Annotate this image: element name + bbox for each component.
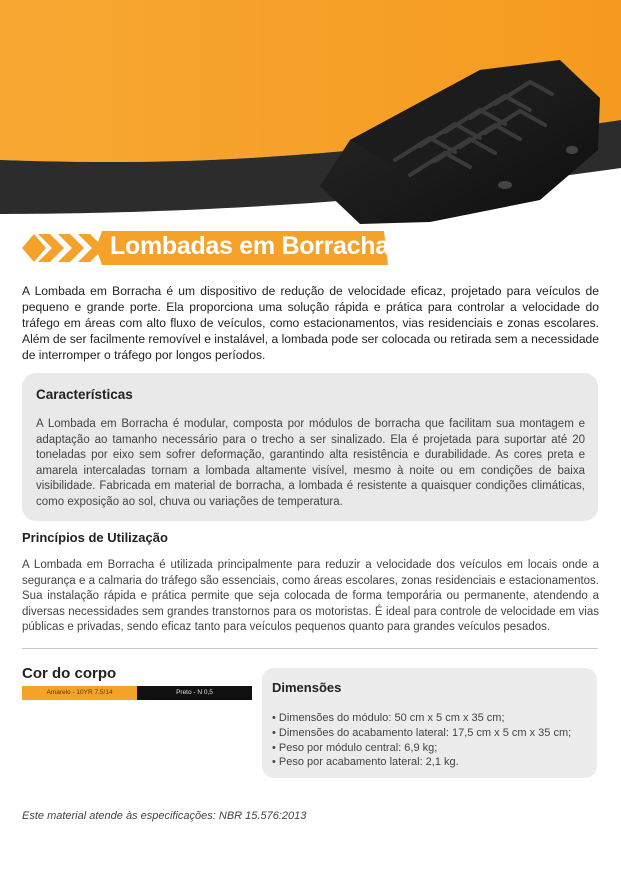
principles-heading: Princípios de Utilização bbox=[22, 530, 168, 545]
dimensions-list bbox=[272, 711, 571, 770]
list-item: • Dimensões do acabamento lateral: 17,5 cm x 5 cm x 35 cm; bbox=[272, 726, 571, 741]
body-color-heading: Cor do corpo bbox=[22, 665, 117, 682]
swatch-yellow: Amarelo - 10YR 7,5/14 bbox=[22, 686, 137, 700]
dimensions-heading: Dimensões bbox=[272, 680, 342, 695]
list-item: • Dimensões do módulo: 50 cm x 5 cm x 35 cm; bbox=[272, 711, 571, 726]
color-swatches bbox=[22, 686, 252, 700]
section-divider bbox=[22, 648, 598, 649]
list-item: • Peso por acabamento lateral: 2,1 kg. bbox=[272, 755, 571, 770]
hero-illustration bbox=[0, 0, 621, 225]
characteristics-body: A Lombada em Borracha é modular, composta por módulos de borracha que facilitam sua montagem e adaptação ao tamanho necessário para o trecho a ser sinalizado. Ela é projetada para suportar até 20 toneladas por eixo sem sofrer deformação, garantindo alta resistência e durabilidade. As cores preta e amarela intercaladas tornam a lombada altamente visível, mesmo à noite ou em condições de baixa visibilidade. Fabricada em material de borracha, a lombada é resistente a quaisquer condições climáticas, como exposição ao sol, chuva ou variações de temperatura. bbox=[36, 418, 585, 508]
dimensions-card bbox=[262, 668, 597, 778]
intro-paragraph: A Lombada em Borracha é um dispositivo de redução de velocidade eficaz, projetado para veículos de pequeno e grande porte. Ela proporciona uma solução rápida e prática para controlar a velocidade do tráfego em áreas com alto fluxo de veículos, como estacionamentos, vias residenciais e zonas escolares. Além de ser facilmente removível e instalável, a lombada pode ser colocada ou retirada sem a necessidade de interromper o tráfego por longos períodos. bbox=[22, 284, 599, 362]
characteristics-card bbox=[22, 373, 598, 521]
hero-banner bbox=[0, 0, 621, 225]
characteristics-heading: Características bbox=[36, 387, 133, 402]
title-bar bbox=[22, 228, 392, 268]
specification-note: Este material atende às especificações: NBR 15.576:2013 bbox=[22, 810, 307, 822]
principles-body: A Lombada em Borracha é utilizada principalmente para reduzir a velocidade dos veículos em locais onde a segurança e a calmaria do tráfego são essenciais, como áreas escolares, zonas residenciais e estacionamentos. Sua instalação rápida e prática permite que seja colocada de forma temporária ou permanente, atendendo a diversas necessidades sem grandes transtornos para os motoristas. É ideal para controle de velocidade em vias públicas e privadas, sendo eficaz tanto para veículos pequenos quanto para grandes veículos pesados. bbox=[22, 559, 599, 633]
page-title: Lombadas em Borracha bbox=[110, 232, 389, 260]
list-item: • Peso por módulo central: 6,9 kg; bbox=[272, 741, 571, 756]
swatch-black: Preto - N 0,5 bbox=[137, 686, 252, 700]
